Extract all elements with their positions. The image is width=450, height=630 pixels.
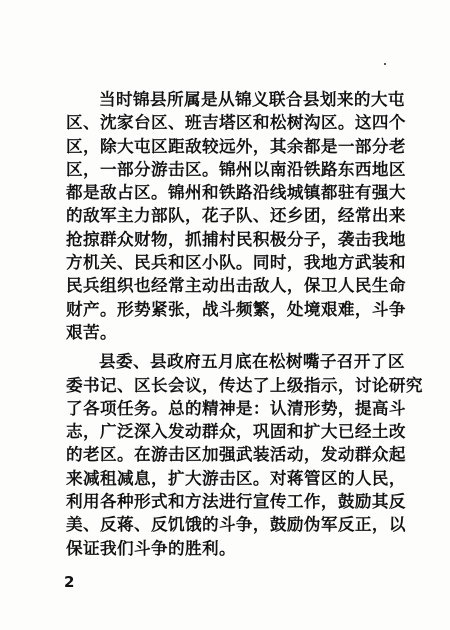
paragraph-2 xyxy=(66,350,423,560)
text-line: 保证我们斗争的胜利。 xyxy=(66,537,236,558)
text-line: 区，除大屯区距敌较远外，其余都是一部分老 xyxy=(66,135,406,156)
text-line: 委书记、区长会议，传达了上级指示，讨论研究 xyxy=(66,374,423,395)
text-line: 利用各种形式和方法进行宣传工作，鼓励其反 xyxy=(66,491,406,512)
text-line: 区、沈家台区、班吉塔区和松树沟区。这四个 xyxy=(66,112,406,133)
text-line: 艰苦。 xyxy=(66,321,117,342)
text-line: 抢掠群众财物，抓捕村民积极分子，袭击我地 xyxy=(66,228,406,249)
text-line: 的敌军主力部队，花子队、还乡团，经常出来 xyxy=(66,205,406,226)
text-line: 当时锦县所属是从锦义联合县划来的大屯 xyxy=(99,89,405,109)
text-line: 来减租减息，扩大游击区。对蒋管区的人民， xyxy=(66,467,406,488)
text-line: 县委、县政府五月底在松树嘴子召开了区 xyxy=(99,351,405,372)
text-line: 美、反蒋、反饥饿的斗争，鼓励伪军反正，以 xyxy=(66,514,406,535)
paragraph-1 xyxy=(66,88,406,344)
text-line: 方机关、民兵和区小队。同时，我地方武装和 xyxy=(66,252,406,273)
text-line: 民兵组织也经常主动出击敌人，保卫人民生命 xyxy=(66,275,406,296)
text-line: 了各项任务。总的精神是：认清形势，提高斗 xyxy=(66,397,406,418)
body-text xyxy=(66,88,423,560)
text-line: 财产。形势紧张，战斗频繁，处境艰难，斗争 xyxy=(66,298,406,319)
ink-speck xyxy=(384,63,386,65)
text-line: 都是敌占区。锦州和铁路沿线城镇都驻有强大 xyxy=(66,182,406,203)
text-line: 区，一部分游击区。锦州以南沿铁路东西地区 xyxy=(66,158,406,179)
text-line: 志，广泛深入发动群众，巩固和扩大已经土改 xyxy=(66,421,406,442)
text-line: 的老区。在游击区加强武装活动，发动群众起 xyxy=(66,444,406,465)
page-number: 2 xyxy=(64,573,75,591)
